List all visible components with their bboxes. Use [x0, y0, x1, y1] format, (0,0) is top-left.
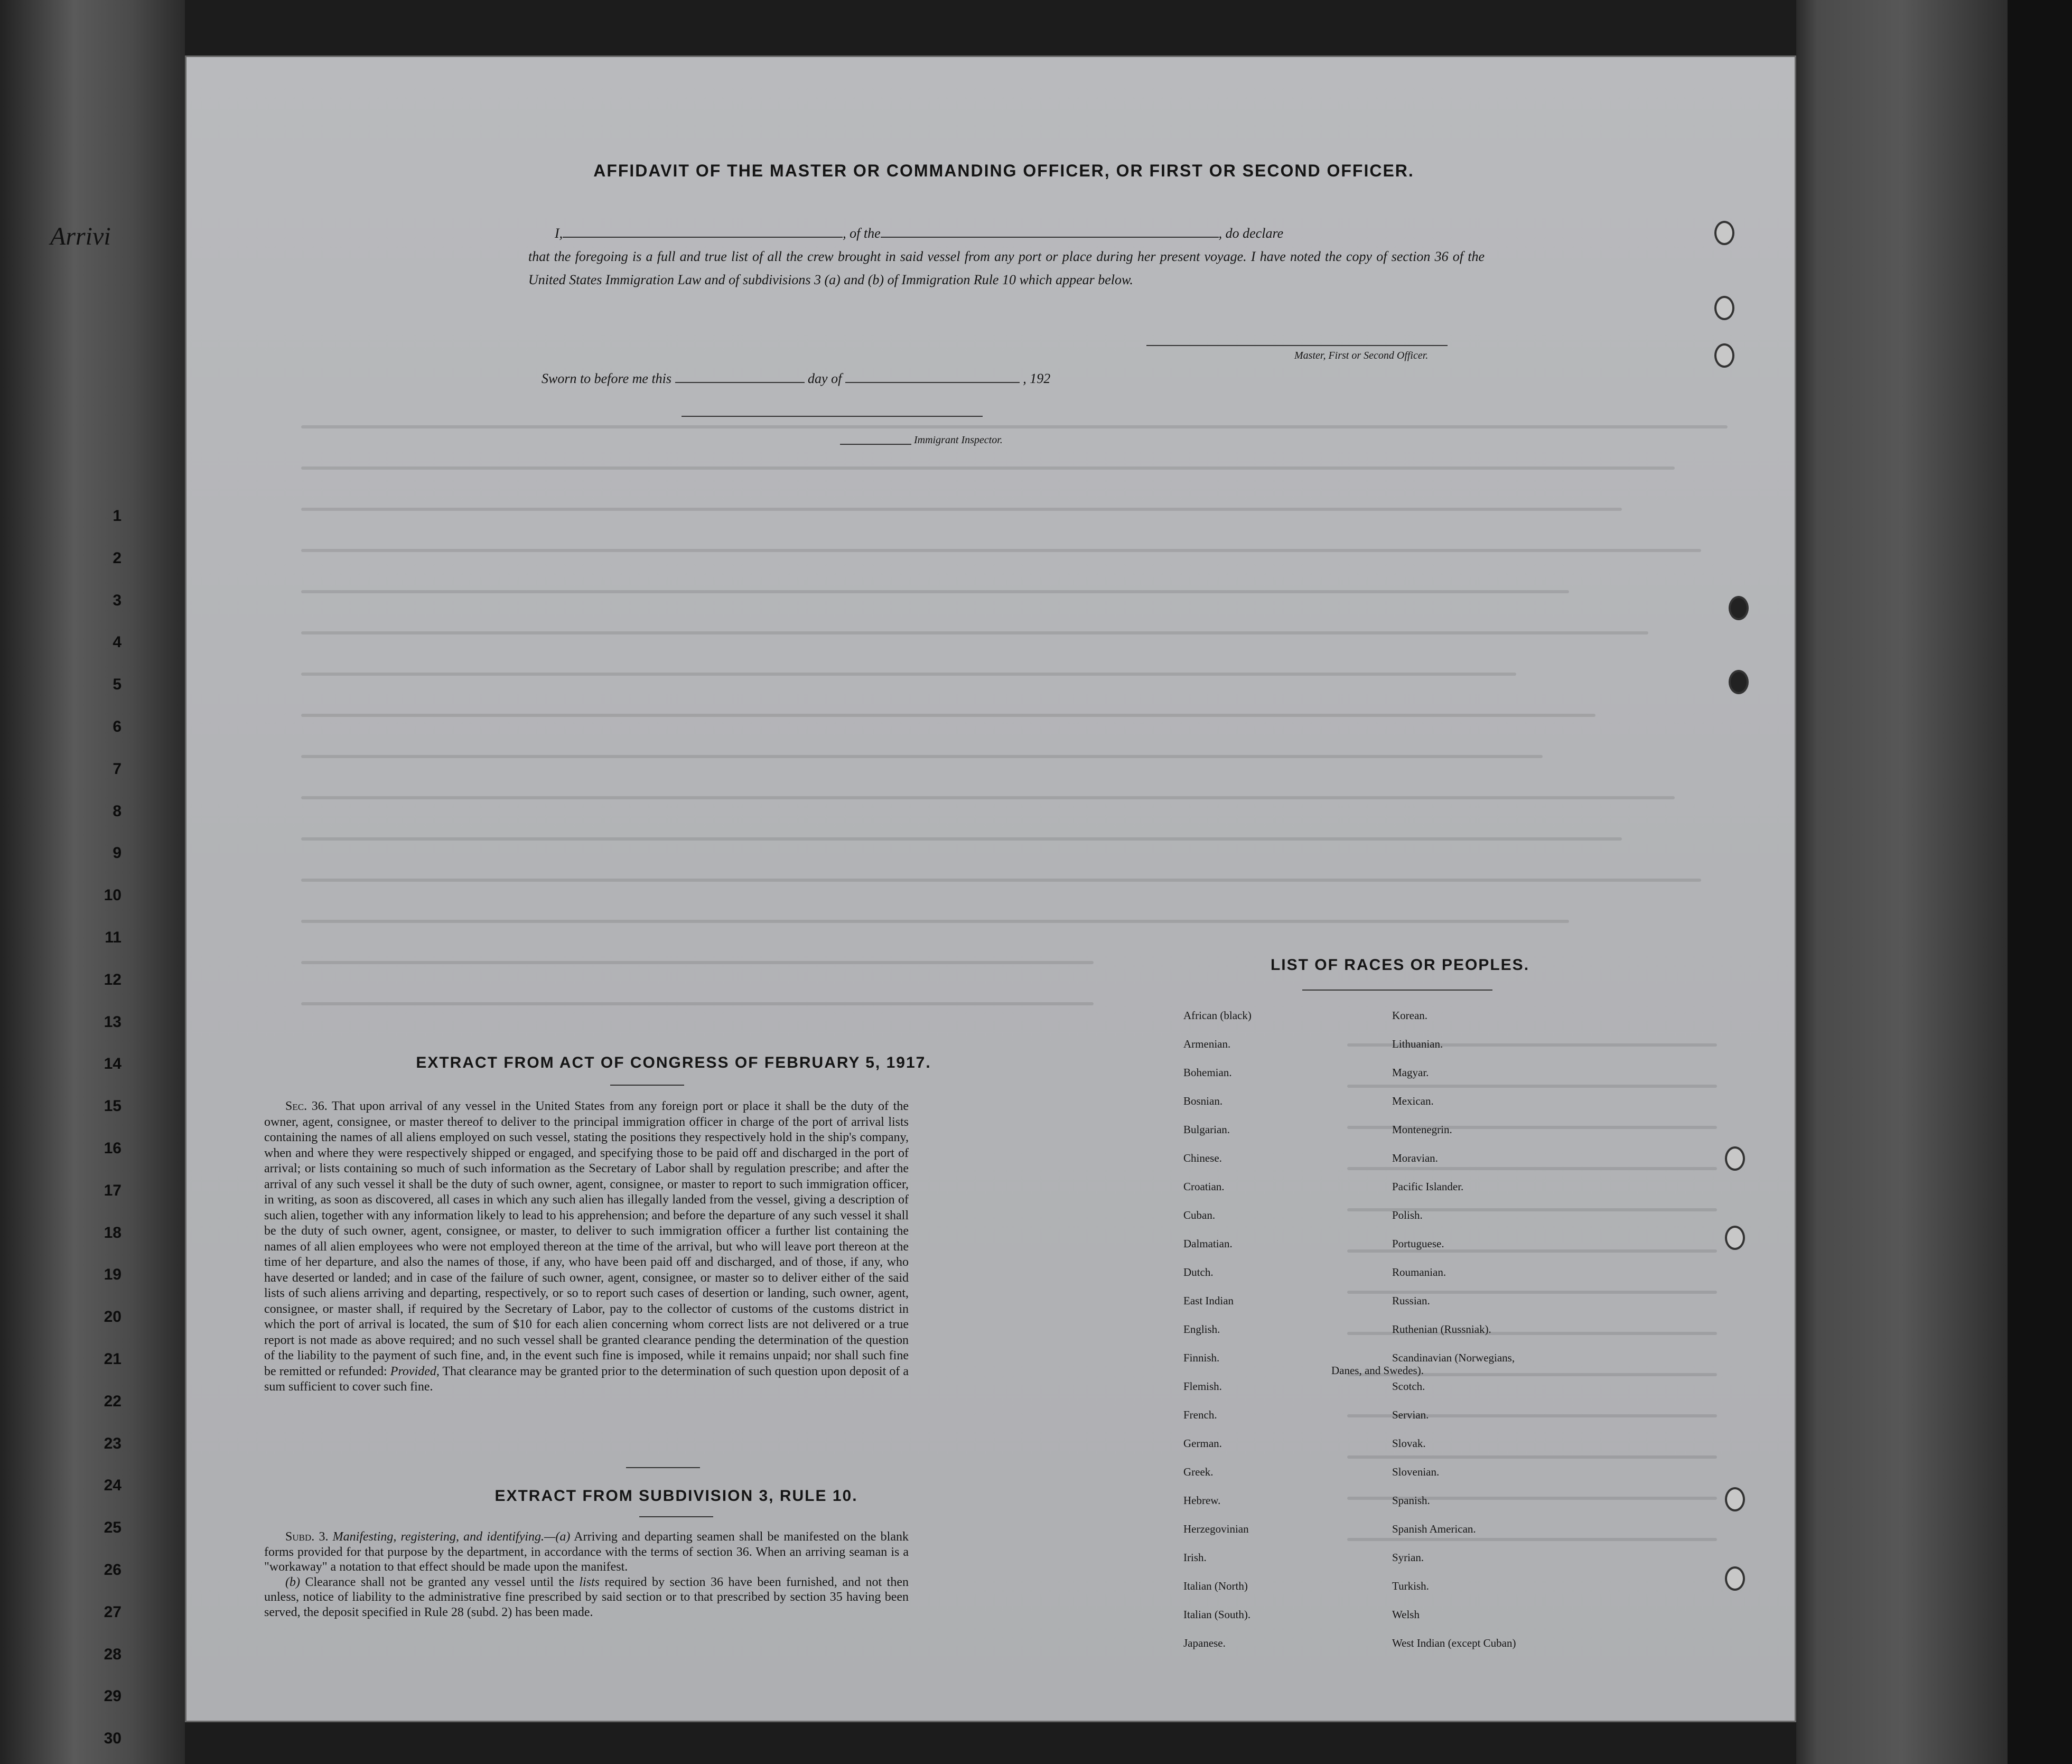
race-item: Ruthenian (Russniak). — [1392, 1323, 1491, 1336]
scan-edge — [2008, 0, 2072, 1764]
sworn-day-blank — [675, 367, 805, 383]
left-neighbor-page — [0, 0, 185, 1764]
row-number: 16 — [104, 1140, 122, 1157]
race-item: Montenegrin. — [1392, 1123, 1452, 1136]
race-item: Italian (South). — [1183, 1608, 1251, 1621]
row-number: 3 — [113, 591, 122, 609]
punch-hole — [1725, 1226, 1745, 1250]
section-body: That upon arrival of any vessel in the United States from any foreign port or place it shall be the duty of the owner, agent, consignee, or master thereof to deliver to the principal immigration officer in charge of the port of arrival lists containing the names of all aliens employed on such vessel, stating the positions they respectively hold in the ship's company, when and where they were respectively shipped or engaged, and specifying those to be paid off and discharged in the port of arrival; or lists containing so much of such information as the Secretary of Labor shall by regulation prescribe; and after the arrival of any such vessel it shall be the duty of such owner, agent, consignee, or master to report to such immigration officer, in writing, as soon as discovered, all cases in which any such alien has illegally landed from the vessel, giving a description of such alien, together with any information likely to lead to his apprehension; and before the departure of any such vessel it shall be the duty of such owner, agent, consignee, or master, to deliver to such immigration officer a further list containing the names of all alien employees who were not employed thereon at the time of the arrival, but who will leave port thereon at the time of her departure, and also the names of those, if any, who have been paid off and discharged, and of those, if any, who have deserted or landed; and in case of the failure of such owner, agent, consignee, or master so to deliver either of the said lists of such aliens arriving and departing, respectively, or so to report such cases of desertion or landing, such owner, agent, consignee, or master shall, if required by the Secretary of Labor, pay to the collector of customs of the customs district in which the port of arrival is located, the sum of $10 for each alien concerning whom correct lists are not delivered or a true report is not made as above required; and no such vessel shall be granted clearance pending the determination of the question of the liability to the payment of such fine, and, in the event such fine is imposed, while it remains unpaid; nor shall such fine be remitted or refunded: — [264, 1099, 909, 1378]
punch-hole — [1729, 670, 1749, 694]
race-item: Dalmatian. — [1183, 1237, 1233, 1250]
race-item: English. — [1183, 1323, 1220, 1336]
row-number: 8 — [113, 802, 122, 820]
race-item: Lithuanian. — [1392, 1038, 1443, 1050]
race-item: Bulgarian. — [1183, 1123, 1230, 1136]
inspector-signature-line — [682, 416, 983, 417]
race-item: Spanish American. — [1392, 1523, 1476, 1535]
race-item: Korean. — [1392, 1009, 1428, 1022]
race-item: African (black) — [1183, 1009, 1252, 1022]
part-a-text: Arriving and departing seamen shall be manifested on the blank forms provided for that purpose by the department, in accordance with the terms of section 36. When an arriving seaman is a "workaway" a notation to that effect should be made upon the manifest. — [264, 1530, 909, 1574]
row-number: 20 — [104, 1308, 122, 1326]
race-item: Mexican. — [1392, 1095, 1434, 1107]
row-number: 24 — [104, 1477, 122, 1495]
race-item: Magyar. — [1392, 1066, 1429, 1079]
race-item: Russian. — [1392, 1294, 1430, 1307]
race-item: Armenian. — [1183, 1038, 1231, 1050]
race-item: Irish. — [1183, 1551, 1207, 1564]
row-number: 13 — [104, 1013, 122, 1031]
race-item: Danes, and Swedes). — [1331, 1364, 1424, 1377]
punch-hole — [1714, 221, 1734, 245]
rule-extract-title: EXTRACT FROM SUBDIVISION 3, RULE 10. — [494, 1487, 858, 1505]
punch-hole — [1725, 1487, 1745, 1511]
part-a-marker: —(a) — [544, 1530, 571, 1544]
subd-label: Subd. 3. — [285, 1530, 329, 1544]
row-number: 1 — [113, 507, 122, 525]
race-item: Finnish. — [1183, 1351, 1220, 1364]
race-item: Turkish. — [1392, 1580, 1429, 1592]
subdivision-3-text — [264, 1529, 909, 1620]
row-number: 23 — [104, 1434, 122, 1452]
affidavit-title: AFFIDAVIT OF THE MASTER OR COMMANDING OFFICER, OR FIRST OR SECOND OFFICER. — [593, 161, 1414, 180]
race-item: Slovenian. — [1392, 1466, 1440, 1478]
race-item: Welsh — [1392, 1608, 1420, 1621]
row-number: 25 — [104, 1519, 122, 1537]
race-item: German. — [1183, 1437, 1222, 1450]
race-item: Hebrew. — [1183, 1494, 1221, 1507]
race-item: Greek. — [1183, 1466, 1214, 1478]
officer-signature-line — [1146, 345, 1448, 346]
race-item: West Indian (except Cuban) — [1392, 1637, 1516, 1649]
races-title: LIST OF RACES OR PEOPLES. — [1270, 956, 1530, 974]
row-number: 27 — [104, 1603, 122, 1621]
row-number: 2 — [113, 549, 122, 567]
row-number: 22 — [104, 1392, 122, 1410]
vessel-name-blank — [881, 222, 1219, 238]
race-item: Bohemian. — [1183, 1066, 1232, 1079]
affidavit-statement: that the foregoing is a full and true list of all the crew brought in said vessel from any port or place during her present voyage. I have noted the copy of section 36 of the United States Immigration Law and of subdivisions 3 (a) and (b) of Immigration Rule 10 which appear below. — [528, 249, 1485, 287]
inspector-signature-line-short — [840, 444, 911, 445]
punch-hole — [1725, 1566, 1745, 1591]
officer-signature-label: Master, First or Second Officer. — [1294, 350, 1429, 361]
race-item: Servian. — [1392, 1408, 1429, 1421]
race-item: Pacific Islander. — [1392, 1180, 1464, 1193]
declarant-line — [528, 222, 1485, 245]
row-number: 11 — [105, 929, 122, 946]
race-item: Herzegovinian — [1183, 1523, 1249, 1535]
act-title-rule — [610, 1085, 684, 1086]
part-b-text-1: Clearance shall not be granted any vessel until the — [305, 1575, 574, 1589]
row-number: 6 — [113, 718, 122, 735]
provided-body: That clearance may be granted prior to the determination of such question upon deposit of a sum sufficient to cover such fine. — [264, 1364, 909, 1394]
arrival-label: Arrivi — [50, 222, 111, 250]
row-number: 14 — [104, 1055, 122, 1073]
race-item: Syrian. — [1392, 1551, 1424, 1564]
row-number: 17 — [104, 1181, 122, 1199]
declare-label: , do declare — [1218, 226, 1284, 241]
race-item: Dutch. — [1183, 1266, 1214, 1278]
race-item: Scandinavian (Norwegians, — [1392, 1351, 1515, 1364]
act-extract-title: EXTRACT FROM ACT OF CONGRESS OF FEBRUARY 5, 1917. — [416, 1054, 931, 1071]
sworn-year: , 192 — [1023, 371, 1051, 386]
punch-hole — [1714, 296, 1734, 320]
row-number: 26 — [104, 1561, 122, 1579]
vessel-label: , of the — [843, 226, 881, 241]
race-item: Chinese. — [1183, 1152, 1222, 1164]
row-number: 5 — [113, 676, 122, 694]
row-number: 9 — [113, 844, 122, 862]
race-item: Italian (North) — [1183, 1580, 1248, 1592]
row-number: 10 — [104, 886, 122, 904]
bleed-through — [185, 55, 1796, 1722]
race-item: Japanese. — [1183, 1637, 1226, 1649]
race-item: Scotch. — [1392, 1380, 1425, 1393]
sworn-line — [542, 367, 1050, 387]
race-item: Roumanian. — [1392, 1266, 1446, 1278]
race-item: Cuban. — [1183, 1209, 1216, 1221]
race-item: Croatian. — [1183, 1180, 1225, 1193]
act-end-rule — [626, 1467, 700, 1468]
race-item: Slovak. — [1392, 1437, 1426, 1450]
subd-heading: Manifesting, registering, and identifying. — [332, 1530, 545, 1544]
punch-hole — [1729, 596, 1749, 620]
row-number: 18 — [104, 1224, 122, 1242]
row-number: 4 — [113, 633, 122, 651]
row-number: 19 — [104, 1266, 122, 1284]
race-item: Flemish. — [1183, 1380, 1222, 1393]
inspector-label: Immigrant Inspector. — [914, 434, 1003, 446]
sworn-month-blank — [845, 367, 1020, 383]
punch-hole — [1725, 1146, 1745, 1171]
row-number: 15 — [104, 1097, 122, 1115]
sworn-day-label: day of — [808, 371, 842, 386]
manifest-page — [185, 55, 1796, 1722]
race-item: French. — [1183, 1408, 1217, 1421]
punch-hole — [1714, 343, 1734, 368]
provided-label: Provided, — [390, 1364, 440, 1378]
races-title-rule — [1302, 990, 1492, 991]
row-number: 12 — [104, 970, 122, 988]
race-item: Portuguese. — [1392, 1237, 1444, 1250]
section-label: Sec. 36. — [285, 1099, 328, 1113]
part-b-marker: (b) — [285, 1575, 300, 1589]
row-number: 29 — [104, 1687, 122, 1705]
race-item: East Indian — [1183, 1294, 1234, 1307]
race-item: Bosnian. — [1183, 1095, 1223, 1107]
affidavit-text — [528, 222, 1485, 292]
part-b-lists: lists — [579, 1575, 600, 1589]
rule-title-rule — [639, 1516, 713, 1517]
declarant-label: I, — [555, 226, 563, 241]
row-number: 21 — [104, 1350, 122, 1368]
row-number: 7 — [113, 760, 122, 778]
section-36-text — [264, 1099, 909, 1395]
sworn-prefix: Sworn to before me this — [542, 371, 672, 386]
row-number: 30 — [104, 1730, 122, 1748]
part-b-text-2: required by section 36 have been furnished, and not then unless, notice of liability to the administrative fine prescribed by said section or to that prescribed by section 35 having been served, the deposit specified in Rule 28 (subd. 2) has been made. — [264, 1575, 909, 1619]
declarant-name-blank — [563, 222, 843, 238]
race-item: Polish. — [1392, 1209, 1423, 1221]
row-number: 28 — [104, 1645, 122, 1663]
race-item: Spanish. — [1392, 1494, 1430, 1507]
race-item: Moravian. — [1392, 1152, 1438, 1164]
